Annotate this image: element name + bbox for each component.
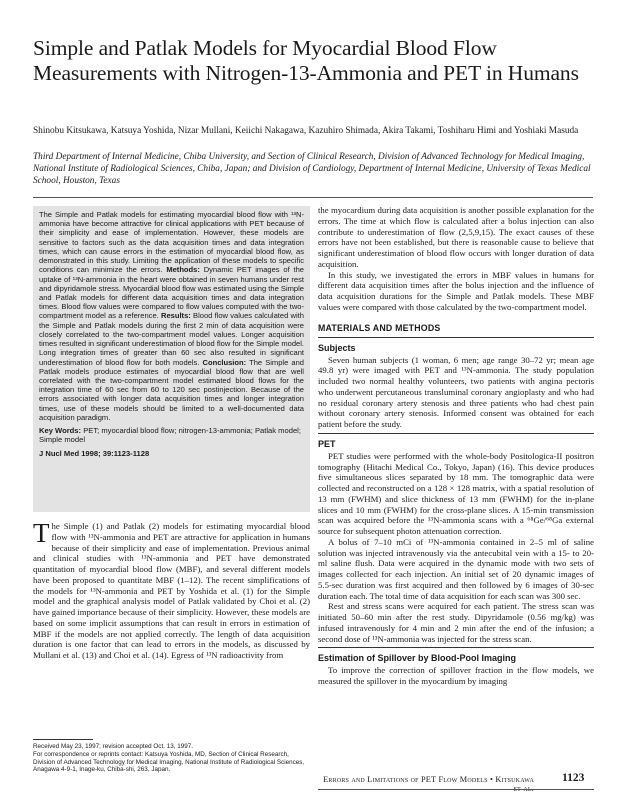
section-heading-methods: MATERIALS AND METHODS [318, 322, 441, 333]
subheading-pet: PET [318, 438, 336, 449]
abstract-intro: The Simple and Patlak models for estimating myocardial blood flow with ¹³N-ammonia have become attractive for clinical applications with PET because of their simplicity and ease of implementation. However, these models are sensitive to factors such as the data acquisition times and data integration times, which can cause errors in the estimation of myocardial blood flow, as demonstrated in this study. Limiting the application of these models to specific conditions can minimize the errors. [39, 210, 304, 275]
keywords-label: Key Words: [39, 426, 82, 436]
abstract-methods: Dynamic PET images of the uptake of ¹³N-ammonia in the heart were obtained in seven humans under rest and dipyridamole stress. Myocardial blood flow was estimated using the Simple and Patlak models for different data acquisition times and data integration times. Blood flow values were compared to flow values computed with the two-compartment model as a reference. [39, 265, 304, 321]
correspondence-note: For correspondence or reprints contact: Katsuya Yoshida, MD, Section of Clinical Research, Division of Advanced Technology for Medical Imaging, National Institute of Radiological Sciences, Anagawa 4-9-1, Inage-ku, Chiba-shi, 263, Japan. [33, 750, 305, 774]
body-paragraph: PET studies were performed with the whole-body Positologica-II positron tomography (Hitachi Medical Co., Tokyo, Japan) (16). This device produces five simultaneous slices separated by 18 mm. The tomographic data were collected and reconstructed on a 128 × 128 matrix, with a spatial resolution of 13 mm (FWHM) and slice thickness of 13 mm (FWHM) for the in-plane slices and 10 mm (FWHM) for the cross-plane slices. A 15-min transmission scan was acquired before the ¹³N-ammonia scans with a ⁶⁸Ge/⁶⁸Ga external source for subsequent photon attenuation correction. [318, 450, 594, 536]
body-paragraph: To improve the correction of spillover fraction in the flow models, we measured the spillover in the myocardium by imaging [318, 665, 594, 686]
header-divider [33, 197, 593, 198]
body-paragraph: Seven human subjects (1 woman, 6 men; age range 30–72 yr; mean age 49.8 yr) were imaged with PET and ¹³N-ammonia. The study population included two normal healthy volunteers, two patients with angina pectoris who underwent percutaneous transluminal coronary angioplasty and who had no residual coronary artery stenosis and three patients who had chest pain without coronary artery stenosis. Informed consent was obtained for each patient before the study. [318, 354, 594, 429]
section-rule [318, 433, 594, 434]
conclusion-label: Conclusion: [202, 357, 247, 367]
section-rule [318, 337, 594, 338]
article-title: Simple and Patlak Models for Myocardial Blood Flow Measurements with Nitrogen-13-Ammonia and PET in Humans [33, 36, 579, 85]
body-paragraph: Rest and stress scans were acquired for each patient. The stress scan was initiated 50–60 min after the rest study. Dipyridamole (0.56 mg/kg) was infused intravenously for 4 min and 2 min after the end of the infusion; a second dose of ¹³N-ammonia was injected for the stress scan. [318, 601, 594, 644]
introduction-paragraph [33, 518, 310, 661]
received-date: Received May 23, 1997; revision accepted Oct. 13, 1997. [33, 743, 193, 750]
running-footer-title: Errors and Limitations of PET Flow Models • Kitsukawa et al. [323, 775, 534, 793]
right-column [318, 205, 594, 687]
results-label: Results: [161, 311, 191, 321]
abstract-results: Blood flow values calculated with the Simple and Patlak models during the first 2 min of data acquisition were closely correlated to the two-compartment model values. Longer acquisition times resulted in significant underestimation of blood flow for the Simple model. Long integration times of greater than 60 sec also resulted in significant underestimation of blood flow for both models. [39, 311, 304, 367]
body-paragraph: In this study, we investigated the errors in MBF values in humans for different data acquisition times after the bolus injection and the influence of data acquisition durations for the Simple and Patlak models. These MBF values were compared with those calculated by the two-compartment model. [318, 269, 594, 312]
section-rule [318, 647, 594, 648]
keywords [39, 426, 304, 444]
author-list: Shinobu Kitsukawa, Katsuya Yoshida, Nizar Mullani, Keiichi Nakagawa, Kazuhiro Shimada, Akira Takami, Toshiharu Himi and Yoshiaki Masuda [33, 126, 579, 136]
footer-rule [318, 789, 594, 790]
body-paragraph: A bolus of 7–10 mCi of ¹³N-ammonia contained in 2–5 ml of saline solution was injected intravenously via the antecubital vein with a 15- to 20-ml saline flush. Data were acquired in the dynamic mode with two sets of images collected for each injection. An initial set of 20 dynamic images of 5.5-sec duration was first acquired and then followed by 6 images of 30-sec duration each. The total time of data acquisition for each scan was 300 sec. [318, 536, 594, 601]
drop-cap: T [33, 518, 50, 548]
journal-citation: J Nucl Med 1998; 39:1123-1128 [39, 449, 150, 459]
introduction-text: he Simple (1) and Patlak (2) models for estimating myocardial blood flow with ¹³N-ammonia and PET are attractive for application in humans because of their simplicity and ease of implementation. Previous animal and clinical studies with ¹³N-ammonia and PET have demonstrated quantitation of myocardial blood flow (MBF), and several different models have been proposed to quantitate MBF (1–12). The recent simplifications of the models for ¹³N-ammonia and PET by Yoshida et al. (1) for the Simple model and the graphical analysis model of Patlak validated by Choi et al. (2) have gained importance because of their simplicity. However, these models are based on some implicit assumptions that can result in errors in estimation of MBF if the models are not applied correctly. The length of data acquisition duration is one factor that can lead to errors in the models, as discussed by Mullani et al. (13) and Choi et al. (14). Egress of ¹³N radioactivity from [33, 521, 310, 660]
keywords-text: PET; myocardial blood flow; nitrogen-13-ammonia; Patlak model; Simple model [39, 426, 301, 445]
abstract-text [39, 210, 304, 422]
subheading-spillover: Estimation of Spillover by Blood-Pool Imaging [318, 653, 517, 664]
footnotes [33, 743, 310, 774]
abstract-box [33, 206, 310, 512]
footnote-divider [33, 739, 93, 740]
page-number: 1123 [562, 772, 585, 784]
abstract-conclusion: The Simple and Patlak models produce estimates of myocardial blood flow that are well correlated with the two-compartment model estimated blood flows for the integration time of 60 sec from 60 to 120 sec postinjection. Because of the errors associated with longer data acquisition times and longer integration times, use of these models should be limited to a well-documented data acquisition paradigm. [39, 357, 304, 422]
subheading-subjects: Subjects [318, 342, 356, 353]
body-paragraph: the myocardium during data acquisition is another possible explanation for the errors. The time at which flow is calculated after a bolus injection can also contribute to underestimation of flow (2,5,9,15). The exact causes of these errors have not been established, but there is reasonable cause to believe that significant underestimation of blood flow occurs with longer duration of data acquisition. [318, 205, 594, 269]
methods-label: Methods: [166, 265, 200, 275]
affiliation: Third Department of Internal Medicine, Chiba University, and Section of Clinical Research, Division of Advanced Technology for Medical Imaging, National Institute of Radiological Sciences, Chiba, Japan; and Division of Cardiology, Department of Internal Medicine, University of Texas Medical School, Houston, Texas [33, 152, 591, 187]
